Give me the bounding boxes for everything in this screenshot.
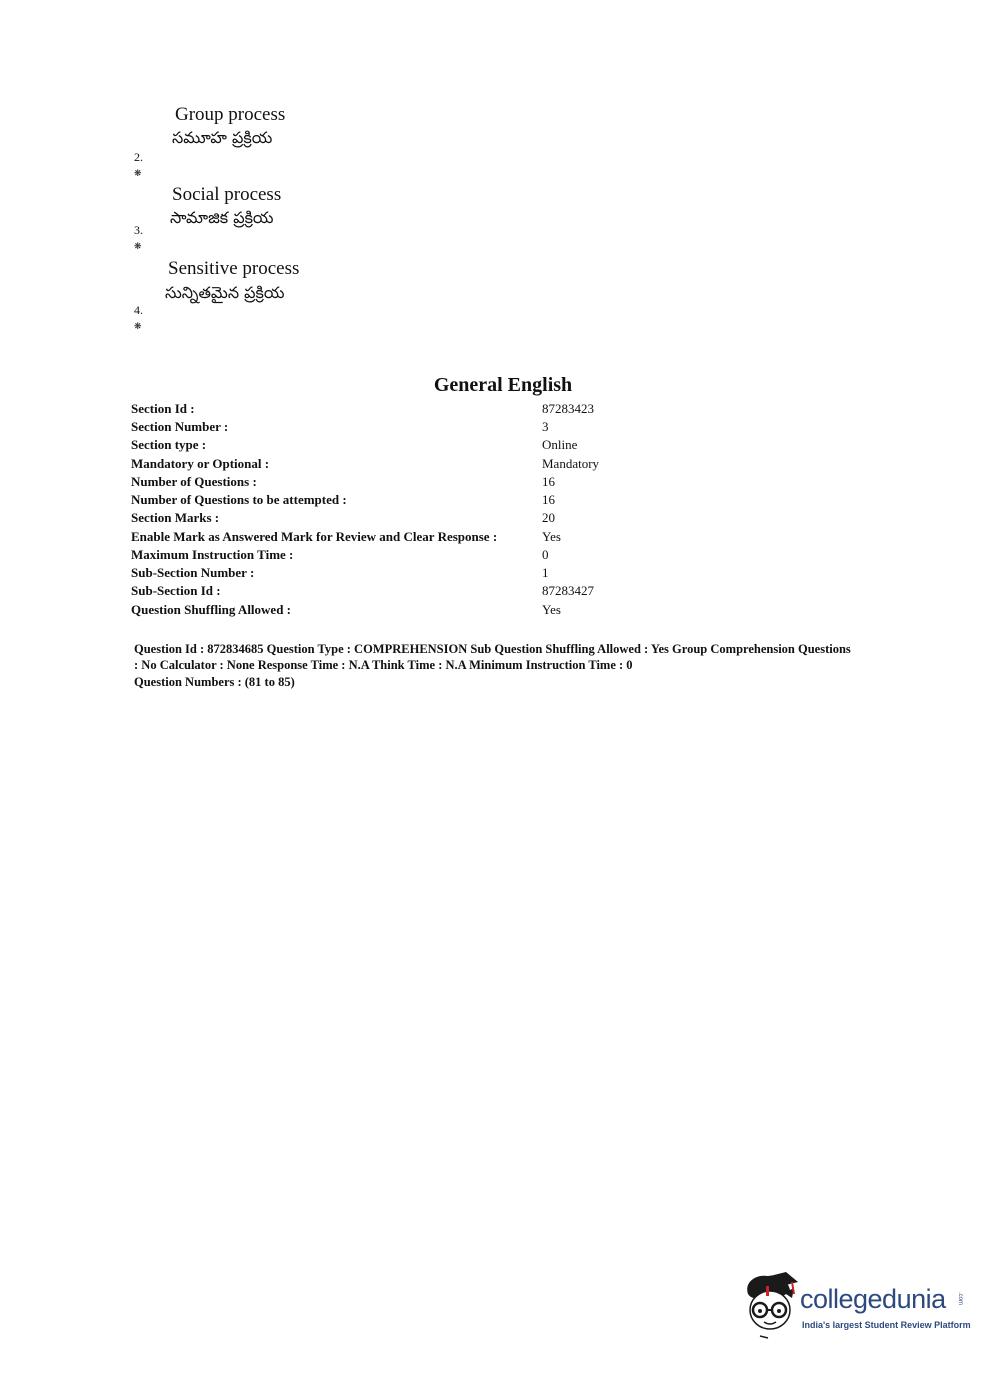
- detail-label: Sub-Section Id :: [131, 583, 221, 598]
- detail-label: Section Id :: [131, 401, 195, 416]
- question-details: Question Id : 872834685 Question Type : COMPREHENSION Sub Question Shuffling Allowed : Yes Group Comprehension Questions : No Calculator : None Response Time : N.A Think Time : N.A Minimum Instruction Time : 0: [134, 642, 851, 672]
- option-telugu-text: సున్నితమైన ప్రక్రియ: [165, 283, 285, 302]
- option-telugu-text: సామాజిక ప్రక్రియ: [170, 208, 274, 227]
- logo-wordmark: collegedunia: [800, 1284, 946, 1314]
- option-number: 2. ❋: [134, 150, 143, 178]
- option-english-text: Sensitive process: [168, 258, 300, 279]
- option-marker-icon: ❋: [134, 168, 142, 178]
- section-title: General English: [433, 374, 573, 396]
- option-english-text: Group process: [175, 104, 286, 125]
- mascot-icon: [742, 1272, 802, 1342]
- option-number: 3. ❋: [134, 223, 143, 251]
- detail-label: Section Number :: [131, 419, 229, 434]
- detail-value: 20: [542, 510, 555, 525]
- option-telugu-text: సమూహ ప్రక్రియ: [172, 128, 273, 147]
- logo-tagline: India's largest Student Review Platform: [802, 1320, 971, 1330]
- detail-value: 16: [542, 492, 555, 507]
- detail-label: Section Marks :: [131, 510, 220, 525]
- detail-label: Number of Questions :: [131, 474, 257, 489]
- detail-value: 87283423: [542, 401, 594, 416]
- detail-label: Sub-Section Number :: [131, 565, 255, 580]
- detail-label: Section type :: [131, 437, 207, 452]
- detail-value: 16: [542, 474, 555, 489]
- option-number: 4. ❋: [134, 303, 143, 331]
- option-marker-icon: ❋: [134, 321, 142, 331]
- logo-suffix: .com: [957, 1292, 963, 1306]
- detail-value: Yes: [542, 602, 561, 617]
- detail-value: Mandatory: [542, 456, 600, 471]
- detail-value: Online: [542, 437, 578, 452]
- detail-label: Enable Mark as Answered Mark for Review and Clear Response :: [131, 529, 498, 544]
- detail-label: Question Shuffling Allowed :: [131, 602, 292, 617]
- question-numbers: Question Numbers : (81 to 85): [134, 675, 295, 689]
- detail-value: 87283427: [542, 583, 594, 598]
- detail-value: 1: [542, 565, 549, 580]
- detail-label: Maximum Instruction Time :: [131, 547, 294, 562]
- option-marker-icon: ❋: [134, 241, 142, 251]
- option-english-text: Social process: [172, 184, 282, 205]
- collegedunia-logo: [742, 1272, 970, 1342]
- detail-label: Mandatory or Optional :: [131, 456, 270, 471]
- detail-value: 3: [542, 419, 549, 434]
- detail-value: Yes: [542, 529, 561, 544]
- detail-label: Number of Questions to be attempted :: [131, 492, 347, 507]
- detail-value: 0: [542, 547, 549, 562]
